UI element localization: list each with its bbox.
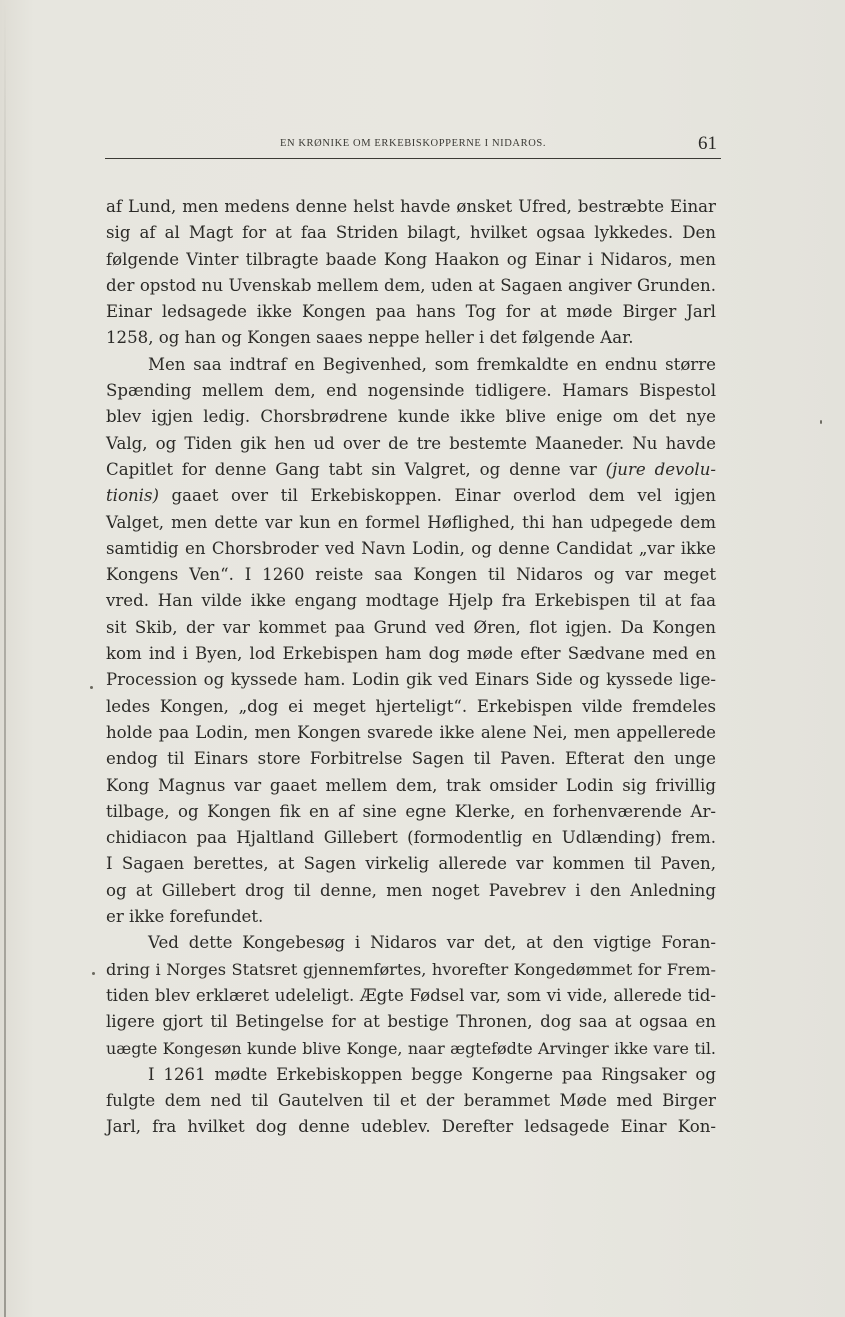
- text-line: [106, 220, 716, 246]
- text-line: [106, 536, 716, 562]
- text-segment: sig af al Magt for at faa Striden bilagt, hvilket ogsaa lykkedes. Den: [106, 223, 716, 243]
- text-segment: Procession og kyssede ham. Lodin gik ved Einars Side og kyssede lige-: [106, 670, 716, 690]
- text-line: [106, 194, 716, 220]
- text-segment: I 1261 mødte Erkebiskoppen begge Kongerne paa Ringsaker og: [148, 1064, 716, 1084]
- page-spine-shadow: [4, 0, 6, 1317]
- italic-text: tionis): [106, 486, 159, 506]
- text-line: [106, 588, 716, 614]
- paper-speck: [90, 686, 93, 689]
- text-line: [106, 825, 716, 851]
- text-segment: dring i Norges Statsret gjennemførtes, hvorefter Kongedømmet for Frem-: [106, 959, 716, 979]
- text-segment: følgende Vinter tilbragte baade Kong Haakon og Einar i Nidaros, men: [106, 249, 716, 269]
- text-line: [106, 457, 716, 483]
- text-segment: tilbage, og Kongen fik en af sine egne Klerke, en forhenværende Ar-: [106, 801, 716, 821]
- text-line: [106, 247, 716, 273]
- text-segment: Kong Magnus var gaaet mellem dem, trak omsider Lodin sig frivillig: [106, 775, 716, 795]
- header-rule: [105, 158, 721, 159]
- text-segment: Valg, og Tiden gik hen ud over de tre bestemte Maaneder. Nu havde: [106, 433, 716, 453]
- text-line: [106, 720, 716, 746]
- text-line: [106, 694, 716, 720]
- text-segment: holde paa Lodin, men Kongen svarede ikke alene Nei, men appellerede: [106, 722, 716, 742]
- text-segment: Kongens Ven“. I 1260 reiste saa Kongen til Nidaros og var meget: [106, 565, 716, 585]
- text-segment: endog til Einars store Forbitrelse Sagen til Paven. Efterat den unge: [106, 749, 716, 769]
- text-segment: Jarl, fra hvilket dog denne udeblev. Derefter ledsagede Einar Kon-: [106, 1117, 716, 1137]
- text-line: [106, 1036, 716, 1062]
- italic-text: (jure devolu-: [605, 459, 716, 479]
- text-segment: tiden blev erklæret udeleligt. Ægte Fødsel var, som vi vide, allerede tid-: [106, 985, 716, 1005]
- text-line: [106, 1088, 716, 1114]
- text-line: [106, 799, 716, 825]
- text-segment: kom ind i Byen, lod Erkebispen ham dog møde efter Sædvane med en: [106, 644, 716, 664]
- text-line: [106, 983, 716, 1009]
- text-segment: er ikke forefundet.: [106, 907, 264, 927]
- text-line: [106, 352, 716, 378]
- text-segment: ligere gjort til Betingelse for at bestige Thronen, dog saa at ogsaa en: [106, 1012, 716, 1032]
- text-line: [106, 615, 716, 641]
- text-line: [106, 746, 716, 772]
- text-line: [106, 878, 716, 904]
- text-segment: Spænding mellem dem, end nogensinde tidligere. Hamars Bispestol: [106, 381, 716, 401]
- page-header: [105, 128, 721, 158]
- running-head: EN KRØNIKE OM ERKEBISKOPPERNE I NIDAROS.: [279, 138, 547, 149]
- text-line: [106, 641, 716, 667]
- text-line: [106, 667, 716, 693]
- text-segment: blev igjen ledig. Chorsbrødrene kunde ikke blive enige om det nye: [106, 407, 716, 427]
- text-line: [106, 904, 716, 930]
- text-line: [106, 930, 716, 956]
- text-segment: ledes Kongen, „dog ei meget hjerteligt“. Erkebispen vilde fremdeles: [106, 696, 716, 716]
- text-segment: Men saa indtraf en Begivenhed, som fremkaldte en endnu større: [148, 354, 716, 374]
- text-segment: Ved dette Kongebesøg i Nidaros var det, at den vigtige Foran-: [148, 933, 716, 953]
- text-segment: samtidig en Chorsbroder ved Navn Lodin, og denne Candidat „var ikke: [106, 538, 716, 558]
- text-segment: I Sagaen berettes, at Sagen virkelig allerede var kommen til Paven,: [106, 854, 716, 874]
- text-line: [106, 851, 716, 877]
- paper-speck: [820, 420, 822, 424]
- text-line: [106, 299, 716, 325]
- text-line: [106, 325, 716, 351]
- text-segment: vred. Han vilde ikke engang modtage Hjelp fra Erkebispen til at faa: [106, 591, 716, 611]
- text-line: [106, 1062, 716, 1088]
- text-line: [106, 483, 716, 509]
- text-line: [106, 773, 716, 799]
- text-segment: af Lund, men medens denne helst havde ønsket Ufred, bestræbte Einar: [106, 197, 716, 216]
- text-line: [106, 957, 716, 983]
- text-line: [106, 273, 716, 299]
- text-segment: gaaet over til Erkebiskoppen. Einar overlod dem vel igjen: [158, 486, 716, 506]
- text-line: [106, 1114, 716, 1140]
- text-line: [106, 562, 716, 588]
- page-number: 61: [698, 133, 717, 154]
- text-segment: fulgte dem ned til Gautelven til et der berammet Møde med Birger: [106, 1091, 716, 1111]
- paper-speck: [92, 972, 95, 975]
- text-line: [106, 431, 716, 457]
- text-line: [106, 378, 716, 404]
- text-line: [106, 404, 716, 430]
- text-segment: sit Skib, der var kommet paa Grund ved Øren, flot igjen. Da Kongen: [106, 617, 716, 637]
- text-segment: uægte Kongesøn kunde blive Konge, naar ægtefødte Arvinger ikke vare til.: [106, 1038, 716, 1058]
- text-segment: der opstod nu Uvenskab mellem dem, uden at Sagaen angiver Grunden.: [106, 275, 716, 295]
- text-line: [106, 1009, 716, 1035]
- text-segment: og at Gillebert drog til denne, men noget Pavebrev i den Anledning: [106, 880, 716, 900]
- text-segment: 1258, og han og Kongen saaes neppe heller i det følgende Aar.: [106, 328, 634, 348]
- text-line: [106, 510, 716, 536]
- text-segment: Valget, men dette var kun en formel Høflighed, thi han udpegede dem: [106, 512, 716, 532]
- text-segment: chidiacon paa Hjaltland Gillebert (formodentlig en Udlænding) frem.: [106, 828, 716, 848]
- text-segment: Capitlet for denne Gang tabt sin Valgret, og denne var: [106, 459, 606, 479]
- body-text: [106, 194, 716, 1141]
- text-segment: Einar ledsagede ikke Kongen paa hans Tog for at møde Birger Jarl: [106, 302, 716, 322]
